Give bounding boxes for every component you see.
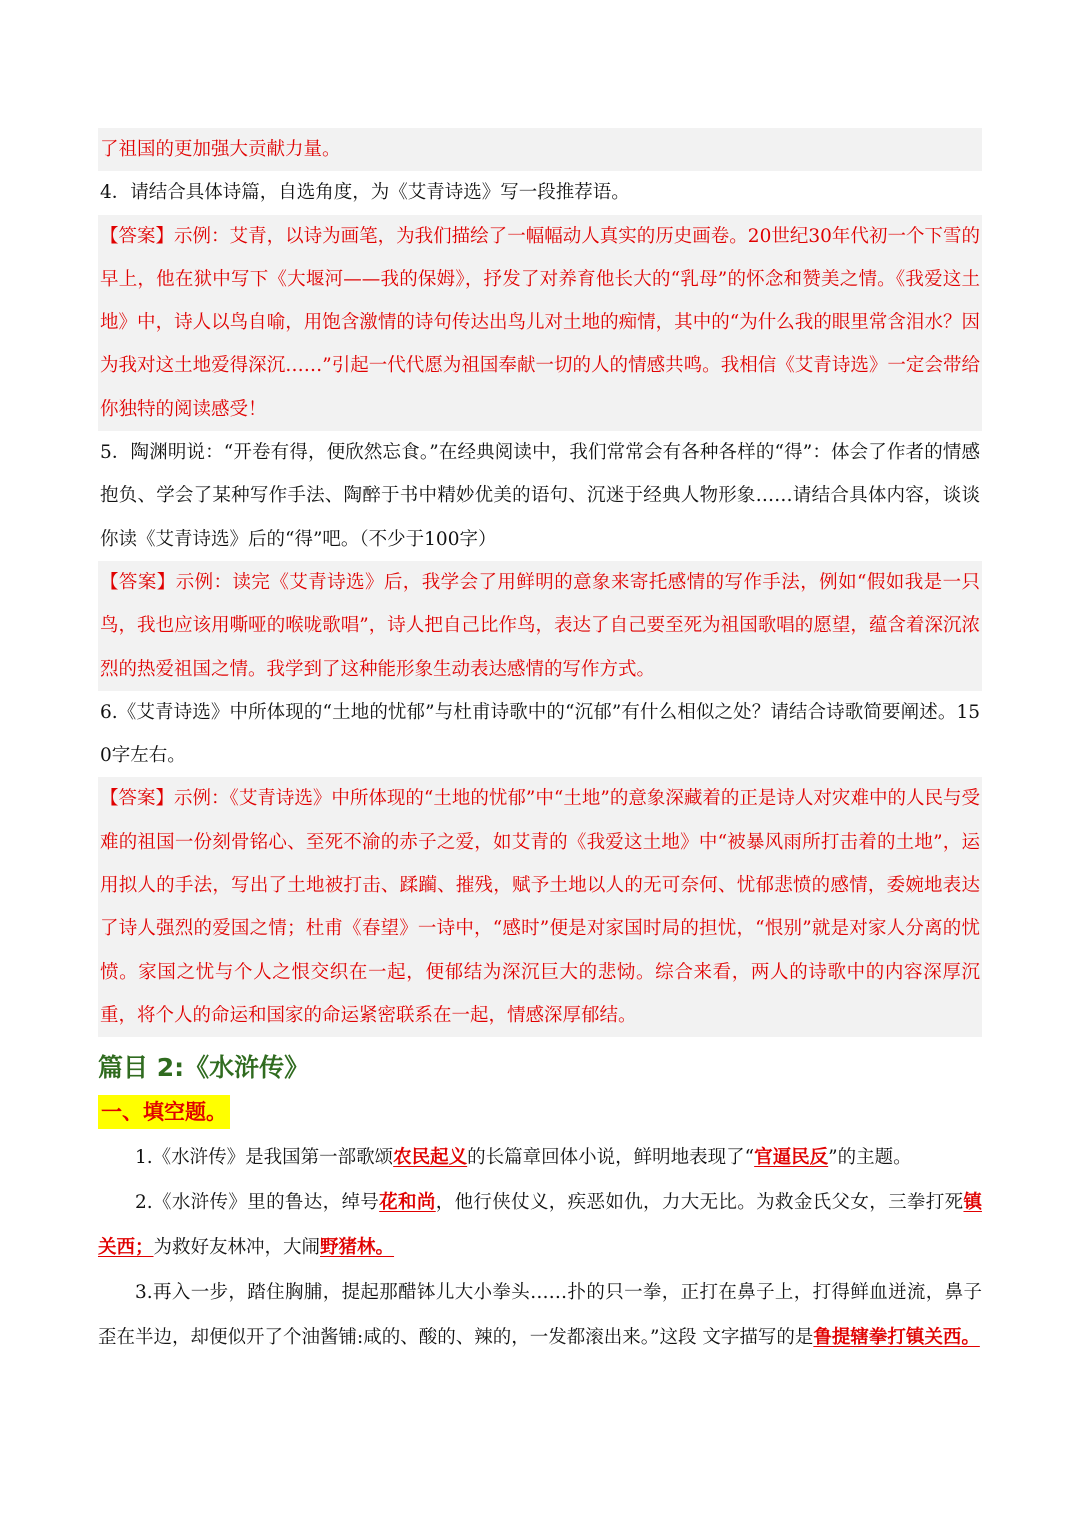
answer-5: 【答案】示例：读完《艾青诗选》后，我学会了用鲜明的意象来寄托感情的写作手法，例如“假如我是一只鸟，我也应该用嘶哑的喉咙歌唱”，诗人把自己比作鸟，表达了自己要至死为祖国歌唱的愿望，蕴含着深沉浓烈的热爱祖国之情。我学到了这种能形象生动表达感情的写作方式。 (98, 561, 982, 691)
fill-3-text-a: 3.再入一步，踏住胸脯，提起那醋钵儿大小拳头……扑的只一拳，正打在鼻子上，打得鲜血迸流，鼻子歪在半边，却便似开了个油酱铺:咸的、酸的、辣的，一发都滚出来。”这段 文字描写的是 (98, 1282, 982, 1349)
question-5: 5．陶渊明说：“开卷有得，便欣然忘食。”在经典阅读中，我们常常会有各种各样的“得”：体会了作者的情感抱负、学会了某种写作手法、陶醉于书中精妙优美的语句、沉迷于经典人物形象……请结合具体内容，谈谈你读《艾青诗选》后的“得”吧。（不少于100字） (100, 442, 980, 550)
subsection-title: 一、填空题。 (98, 1095, 230, 1129)
answer-3-tail: 了祖国的更加强大贡献力量。 (98, 128, 982, 171)
fill-1-blank-2: 官逼民反 (754, 1147, 829, 1169)
fill-item-1 (98, 1135, 982, 1180)
fill-2-text-d: 为救好友林冲，大闹 (153, 1237, 321, 1259)
fill-2-blank-3: 野猪林。 (320, 1237, 395, 1259)
fill-1-text-a: 1.《水浒传》是我国第一部歌颂 (135, 1147, 394, 1169)
fill-2-text-c: ，他行侠仗义，疾恶如仇，力大无比。为救金氏父女，三拳打死 (435, 1192, 964, 1214)
fill-1-text-c: 的长篇章回体小说，鲜明地表现了“ (467, 1147, 755, 1169)
section-title: 篇目 2:《水浒传》 (98, 1053, 310, 1083)
fill-2-blank-2: 镇关西； (98, 1192, 982, 1259)
fill-1-blank-1: 农民起义 (393, 1147, 468, 1169)
answer-4: 【答案】示例：艾青，以诗为画笔，为我们描绘了一幅幅动人真实的历史画卷。20世纪30年代初一个下雪的早上，他在狱中写下《大堰河——我的保姆》，抒发了对养育他长大的“乳母”的怀念和赞美之情。《我爱这土地》中，诗人以鸟自喻，用饱含激情的诗句传达出鸟儿对土地的痴情，其中的“为什么我的眼里常含泪水？因为我对这土地爱得深沉……”引起一代代愿为祖国奉献一切的人的情感共鸣。我相信《艾青诗选》一定会带给你独特的阅读感受！ (98, 215, 982, 431)
fill-item-3 (98, 1270, 982, 1360)
fill-3-blank-1: 鲁提辖拳打镇关西。 (813, 1327, 980, 1349)
fill-2-blank-1: 花和尚 (379, 1192, 436, 1214)
answer-6: 【答案】示例：《艾青诗选》中所体现的“土地的忧郁”中“土地”的意象深藏着的正是诗人对灾难中的人民与受难的祖国一份刻骨铭心、至死不渝的赤子之爱，如艾青的《我爱这土地》中“被暴风雨所打击着的土地”，运用拟人的手法，写出了土地被打击、蹂躏、摧残，赋予土地以人的无可奈何、忧郁悲愤的感情，委婉地表达了诗人强烈的爱国之情；杜甫《春望》一诗中，“感时”便是对家国时局的担忧，“恨别”就是对家人分离的忧愤。家国之忧与个人之恨交织在一起，便郁结为深沉巨大的悲恸。综合来看，两人的诗歌中的内容深厚沉重，将个人的命运和国家的命运紧密联系在一起，情感深厚郁结。 (98, 777, 982, 1037)
fill-item-2 (98, 1180, 982, 1270)
subsection-header (98, 1095, 982, 1135)
fill-1-text-d: ”的主题。 (828, 1147, 912, 1169)
fill-2-text-a: 2.《水浒传》里的鲁达，绰号 (135, 1192, 380, 1214)
question-6: 6.《艾青诗选》中所体现的“土地的忧郁”与杜甫诗歌中的“沉郁”有什么相似之处？请结合诗歌简要阐述。150字左右。 (100, 701, 980, 767)
question-4: 4．请结合具体诗篇，自选角度，为《艾青诗选》写一段推荐语。 (100, 182, 630, 204)
document-content (98, 128, 982, 1360)
